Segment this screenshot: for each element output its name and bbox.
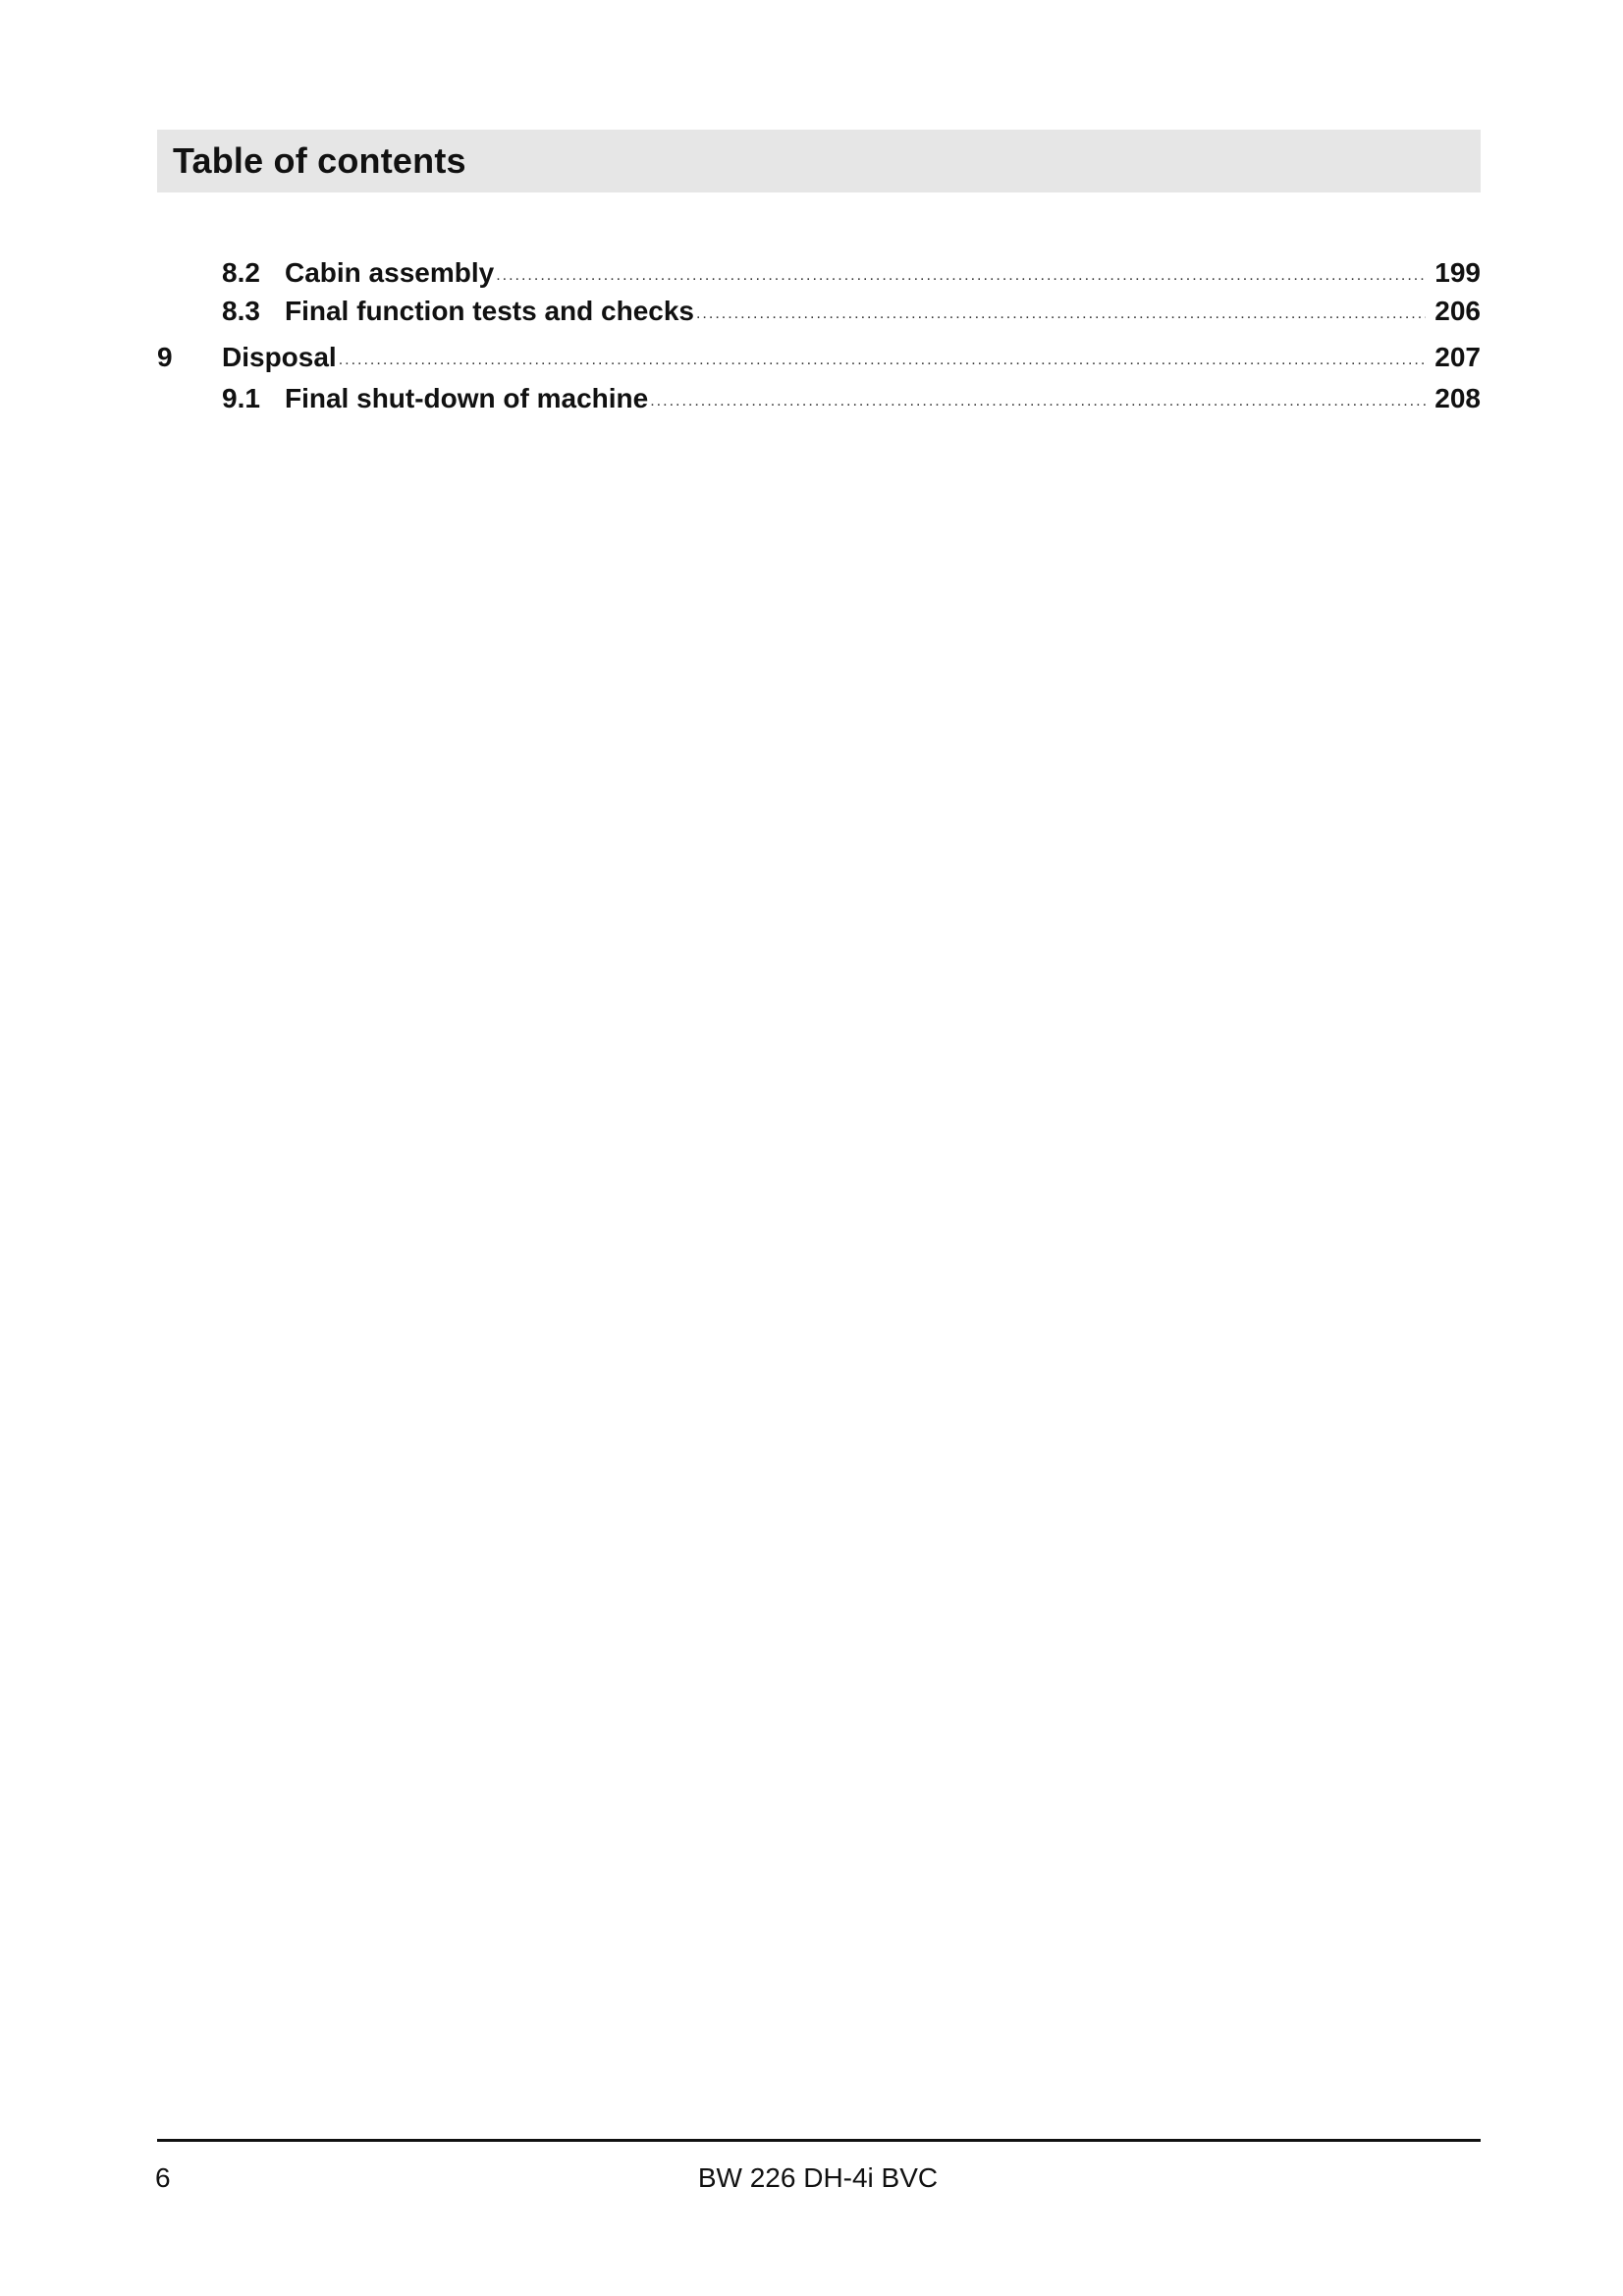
footer-model-name: BW 226 DH-4i BVC [697, 2162, 939, 2193]
toc-leader-dots [696, 305, 1426, 323]
page-title: Table of contents [173, 140, 466, 181]
footer-page-number: 6 [155, 2162, 171, 2193]
toc-leader-dots [339, 352, 1426, 369]
toc-entry-page: 199 [1434, 257, 1481, 288]
toc-entry-page: 208 [1434, 383, 1481, 413]
toc-entry-label: Disposal [222, 342, 337, 372]
toc-entry-8-2[interactable] [157, 257, 1481, 297]
toc-entry-9[interactable] [157, 342, 1481, 381]
toc-entry-page: 207 [1434, 342, 1481, 372]
toc-entry-label: Final shut-down of machine [285, 383, 649, 413]
toc-entry-number: 9 [157, 342, 173, 372]
toc-leader-dots [650, 393, 1426, 410]
toc-entry-number: 8.3 [222, 296, 260, 326]
toc-entry-page: 206 [1434, 296, 1481, 326]
toc-entry-label: Cabin assembly [285, 257, 495, 288]
toc-entry-number: 9.1 [222, 383, 260, 413]
toc-entry-number: 8.2 [222, 257, 260, 288]
toc-entry-9-1[interactable] [157, 383, 1481, 422]
toc-entry-8-3[interactable] [157, 296, 1481, 335]
toc-entry-label: Final function tests and checks [285, 296, 694, 326]
toc-header-bar [157, 130, 1481, 192]
toc-leader-dots [496, 267, 1426, 285]
footer-divider [157, 2139, 1481, 2142]
